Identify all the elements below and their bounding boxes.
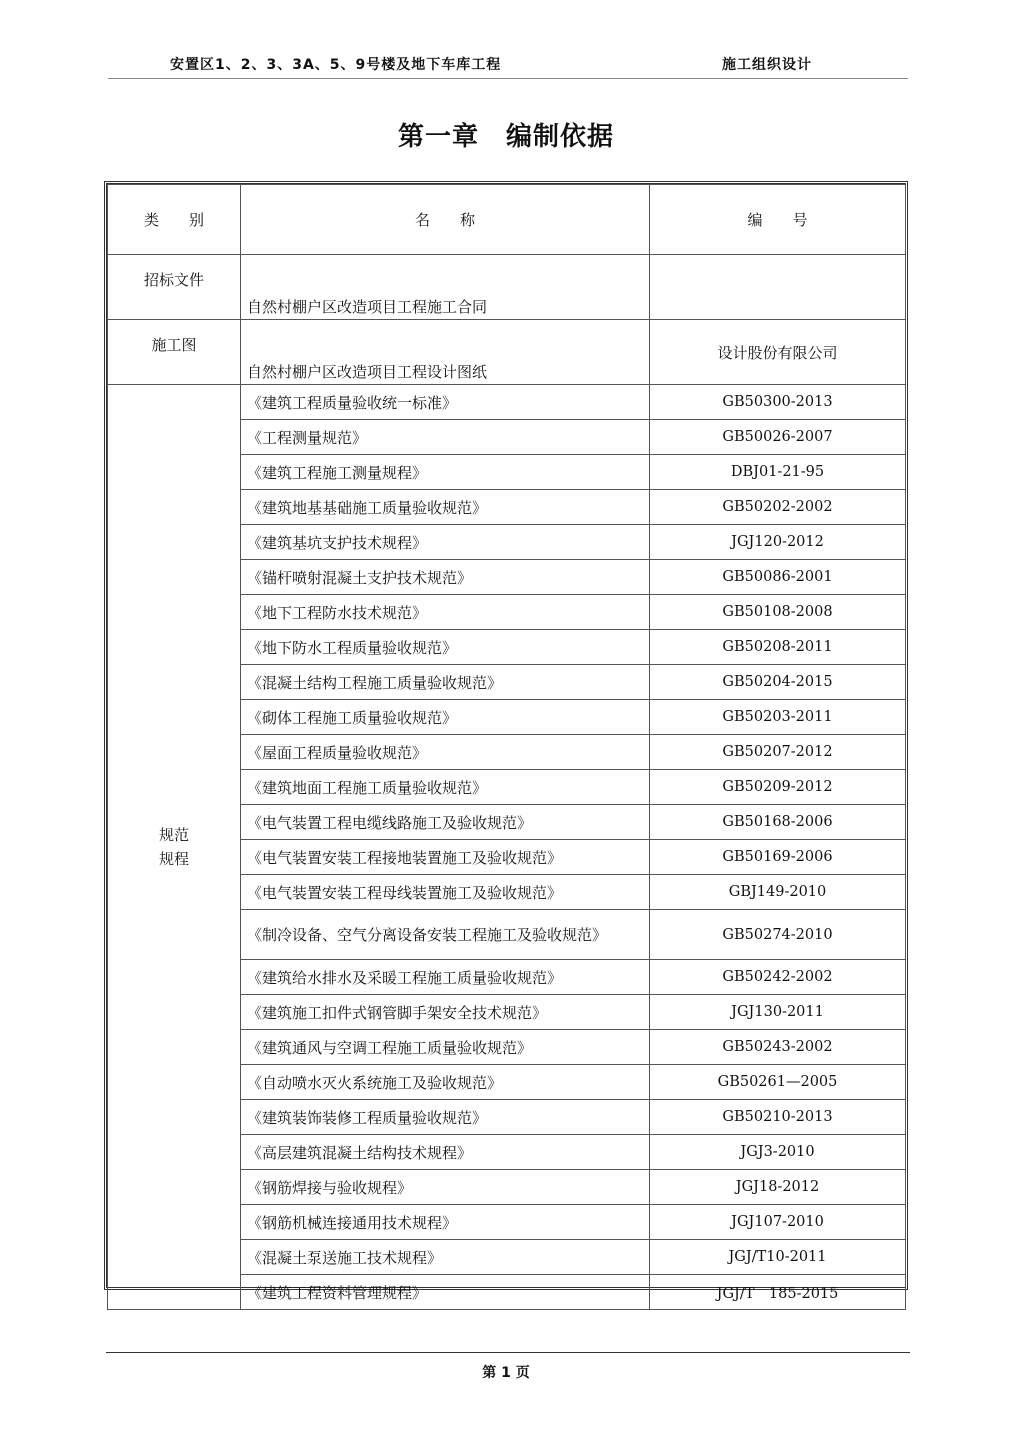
name-cell: 《制冷设备、空气分离设备安装工程施工及验收规范》 [241,910,650,960]
basis-table [107,184,906,1310]
name-cell: 《电气装置安装工程接地装置施工及验收规范》 [241,840,650,875]
code-cell: GB50169-2006 [650,840,906,875]
name-cell: 《锚杆喷射混凝土支护技术规范》 [241,560,650,595]
name-cell: 《混凝土泵送施工技术规程》 [241,1240,650,1275]
code-cell: GB50168-2006 [650,805,906,840]
page-number: 第 1 页 [482,1365,530,1381]
name-cell: 《工程测量规范》 [241,420,650,455]
name-cell: 《地下工程防水技术规范》 [241,595,650,630]
name-cell: 《建筑装饰装修工程质量验收规范》 [241,1100,650,1135]
code-cell: GB50086-2001 [650,560,906,595]
code-cell: GB50242-2002 [650,960,906,995]
code-cell [650,255,906,320]
code-cell: JGJ/T10-2011 [650,1240,906,1275]
name-cell: 《建筑基坑支护技术规程》 [241,525,650,560]
footer-divider [106,1352,910,1353]
name-cell: 自然村棚户区改造项目工程设计图纸 [241,320,650,385]
header-doc-type: 施工组织设计 [722,57,812,73]
code-cell: GB50208-2011 [650,630,906,665]
code-cell: JGJ3-2010 [650,1135,906,1170]
code-cell: JGJ130-2011 [650,995,906,1030]
name-cell: 《钢筋机械连接通用技术规程》 [241,1205,650,1240]
name-cell: 《建筑地面工程施工质量验收规范》 [241,770,650,805]
code-cell: JGJ/T 185-2015 [650,1275,906,1310]
code-cell: GB50274-2010 [650,910,906,960]
code-cell: GB50202-2002 [650,490,906,525]
name-cell: 《建筑工程资料管理规程》 [241,1275,650,1310]
category-cell: 施工图 [108,320,241,385]
name-cell: 自然村棚户区改造项目工程施工合同 [241,255,650,320]
code-cell: GB50204-2015 [650,665,906,700]
name-cell: 《混凝土结构工程施工质量验收规范》 [241,665,650,700]
code-cell: 设计股份有限公司 [650,320,906,385]
page-header [108,52,908,79]
bid-document-row [108,255,906,320]
code-cell: GB50210-2013 [650,1100,906,1135]
name-cell: 《建筑地基基础施工质量验收规范》 [241,490,650,525]
column-header-category: 类 别 [108,185,241,255]
code-cell: JGJ120-2012 [650,525,906,560]
name-cell: 《电气装置工程电缆线路施工及验收规范》 [241,805,650,840]
name-cell: 《高层建筑混凝土结构技术规程》 [241,1135,650,1170]
column-header-code: 编 号 [650,185,906,255]
column-header-name: 名 称 [241,185,650,255]
drawing-row [108,320,906,385]
table-header-row [108,185,906,255]
code-cell: DBJ01-21-95 [650,455,906,490]
name-cell: 《建筑施工扣件式钢管脚手架安全技术规范》 [241,995,650,1030]
code-cell: GB50207-2012 [650,735,906,770]
name-cell: 《电气装置安装工程母线装置施工及验收规范》 [241,875,650,910]
category-cell-specs: 规范 规程 [108,385,241,1310]
chapter-title: 第一章 编制依据 [397,122,614,152]
code-cell: GB50203-2011 [650,700,906,735]
code-cell: GB50300-2013 [650,385,906,420]
category-cell: 招标文件 [108,255,241,320]
header-project-name: 安置区1、2、3、3A、5、9号楼及地下车库工程 [170,57,502,73]
name-cell: 《建筑工程质量验收统一标准》 [241,385,650,420]
table-row [108,385,906,420]
code-cell: JGJ18-2012 [650,1170,906,1205]
name-cell: 《钢筋焊接与验收规程》 [241,1170,650,1205]
basis-table-frame [104,181,908,1302]
code-cell: GB50243-2002 [650,1030,906,1065]
code-cell: GB50261—2005 [650,1065,906,1100]
name-cell: 《砌体工程施工质量验收规范》 [241,700,650,735]
code-cell: GB50108-2008 [650,595,906,630]
code-cell: JGJ107-2010 [650,1205,906,1240]
name-cell: 《建筑通风与空调工程施工质量验收规范》 [241,1030,650,1065]
name-cell: 《屋面工程质量验收规范》 [241,735,650,770]
name-cell: 《自动喷水灭火系统施工及验收规范》 [241,1065,650,1100]
code-cell: GB50209-2012 [650,770,906,805]
code-cell: GB50026-2007 [650,420,906,455]
code-cell: GBJ149-2010 [650,875,906,910]
name-cell: 《地下防水工程质量验收规范》 [241,630,650,665]
name-cell: 《建筑工程施工测量规程》 [241,455,650,490]
name-cell: 《建筑给水排水及采暖工程施工质量验收规范》 [241,960,650,995]
